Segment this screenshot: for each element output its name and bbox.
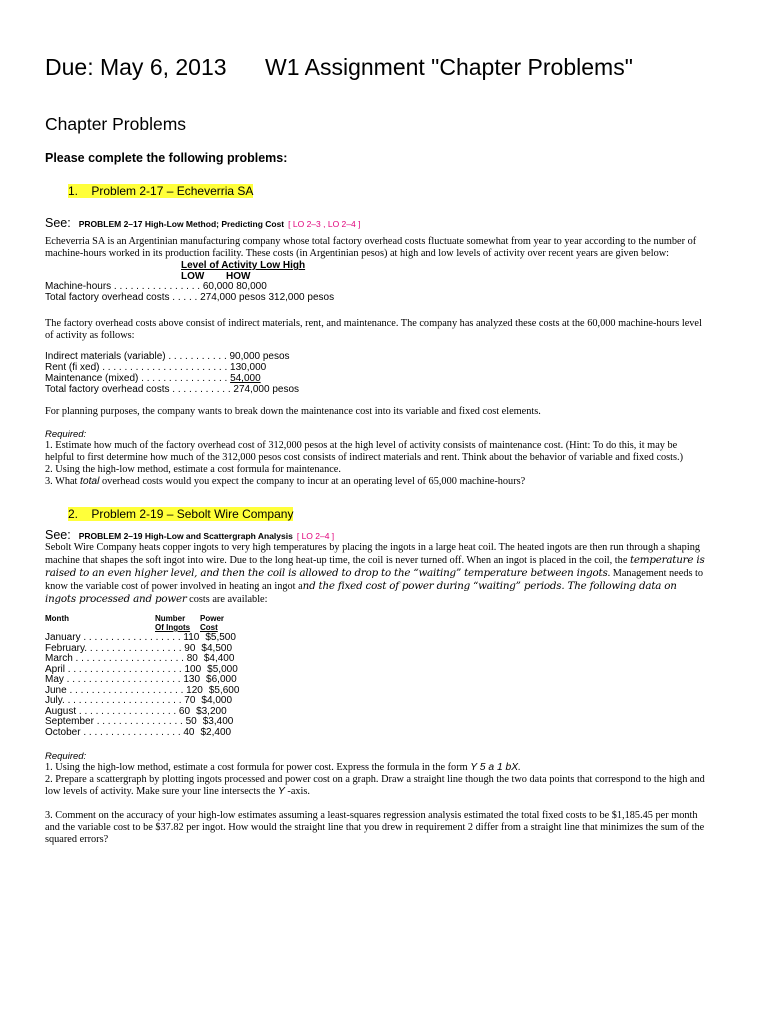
see-title-2: PROBLEM 2–19 High-Low and Scattergraph Analysis: [78, 531, 293, 541]
problem1-required-label: Required:: [45, 429, 87, 440]
indirect-materials-row: Indirect materials (variable) . . . . . . . . . . . 90,000 pesos: [45, 351, 290, 362]
col-number: Number: [155, 614, 186, 623]
col-of-ingots: Of Ingots: [155, 623, 191, 632]
instructions: Please complete the following problems:: [45, 151, 288, 165]
col-how: HOW: [226, 271, 251, 282]
req1-a: 1. Using the high-low method, estimate a cost formula for power cost. Express the formula in the form: [45, 762, 471, 773]
see-label: See:: [45, 216, 71, 230]
intro-e: costs are available:: [186, 594, 268, 605]
intro-d: nd the fixed cost of power during “waiting” periods. The following data on ingots processed and power: [45, 580, 677, 605]
section-title: Chapter Problems: [45, 114, 187, 134]
maintenance-row: [45, 374, 261, 385]
total-overhead-row: Total factory overhead costs . . . . . 274,000 pesos 312,000 pesos: [45, 292, 335, 303]
intro-a: Sebolt Wire Company heats copper ingots to very high temperatures by placing the ingots in a large heat coil. The heated ingots are then run through a shaping machine that shapes the soft ingot into wire. Due to the long heat-up time, the coil is never turned off. When an ingot is placed in the coil, the: [45, 542, 700, 566]
req2-a: 2. Prepare a scattergraph by plotting ingots processed and power cost on a graph. Draw a straight line though the two data points that correspond to the high and low levels of activity. Make sure your line intersects the: [45, 774, 705, 797]
month-cost: $5,500: [205, 632, 236, 643]
problem1-heading: [68, 183, 253, 199]
see-lo-tag-2: [ LO 2–4 ]: [296, 531, 335, 541]
month-label: June . . . . . . . . . . . . . . . . . . . . . 120: [45, 684, 203, 696]
month-label: February. . . . . . . . . . . . . . . . . . 90: [45, 642, 196, 654]
month-label: July. . . . . . . . . . . . . . . . . . . . . . 70: [45, 695, 196, 706]
month-label: January . . . . . . . . . . . . . . . . . . 110: [45, 632, 200, 643]
req3-part-c: overhead costs would you expect the company to incur at an operating level of 65,000 machine-hours?: [99, 476, 526, 487]
month-label: August . . . . . . . . . . . . . . . . . . 60: [45, 705, 191, 717]
req3-part-a: 3. What: [45, 476, 80, 487]
req3-total: total: [79, 476, 100, 487]
intro-b: temperature is raised to an even higher level, and then the coil is allowed to drop to the “waiting” temperature between ingots: [45, 554, 705, 579]
problem1-para2: The factory overhead costs above consist of indirect materials, rent, and maintenance. The company has analyzed these costs at the 60,000 machine-hours level of activity as follows:: [45, 318, 702, 341]
due-date: Due: May 6, 2013: [45, 54, 227, 80]
problem2-intro: [45, 542, 705, 606]
problem2-heading-text: Problem 2-19 – Sebolt Wire Company: [91, 507, 294, 521]
month-label: October . . . . . . . . . . . . . . . . . . 40: [45, 726, 195, 738]
intro-c: . Management needs to know the variable cost of power involved in heating an ingot a: [45, 568, 704, 592]
req1-formula: Y 5 a 1 bX.: [470, 762, 521, 773]
req2-y: Y: [277, 786, 285, 797]
month-row: [45, 728, 231, 739]
see-label-2: See:: [45, 528, 71, 542]
problem2-required-label: Required:: [45, 751, 87, 762]
col-power: Power: [200, 614, 225, 623]
problem1-see-line: [45, 215, 360, 232]
month-label: March . . . . . . . . . . . . . . . . . . . . 80: [45, 653, 198, 664]
problem2-req2: [45, 774, 705, 798]
month-cost: $3,200: [196, 705, 227, 717]
problem1-req2: 2. Using the high-low method, estimate a cost formula for maintenance.: [45, 464, 341, 475]
maintenance-value: 54,000: [230, 373, 261, 384]
month-label: April . . . . . . . . . . . . . . . . . . . . . 100: [45, 663, 202, 675]
maintenance-label: Maintenance (mixed) . . . . . . . . . . . . . . . .: [45, 373, 231, 384]
problem1-heading-num: 1.: [68, 184, 79, 198]
total-costs-row: Total factory overhead costs . . . . . . . . . . . 274,000 pesos: [45, 384, 300, 395]
month-cost: $6,000: [206, 674, 237, 685]
problem2-heading: [68, 506, 293, 522]
month-cost: $5,600: [208, 684, 240, 696]
problem1-heading-text: Problem 2-17 – Echeverria SA: [91, 184, 254, 198]
activity-table-header: Level of Activity Low High: [181, 260, 306, 271]
rent-row: Rent (fi xed) . . . . . . . . . . . . . . . . . . . . . . . 130,000: [45, 362, 267, 373]
month-cost: $2,400: [200, 726, 232, 738]
problem1-req1: 1. Estimate how much of the factory overhead cost of 312,000 pesos at the high level of activity consists of maintenance cost. (Hint: To do this, it may be helpful to first determine how much of the 312,000 pesos cost consists of indirect materials and rent. Think about the behavior of variable and fixed costs.): [45, 440, 684, 463]
machine-hours-row: Machine-hours . . . . . . . . . . . . . . . . 60,000 80,000: [45, 281, 267, 292]
problem1-intro: Echeverria SA is an Argentinian manufacturing company whose total factory overhead costs fluctuate somewhat from year to year according to the number of machine-hours worked in its production facility. These costs (in Argentinian pesos) at high and low levels of activity over recent years are given below:: [45, 236, 697, 259]
problem1-heading-gap: [78, 184, 91, 198]
month-label: September . . . . . . . . . . . . . . . . 50: [45, 716, 197, 727]
problem2-req1: [45, 762, 705, 774]
col-month: Month: [45, 614, 69, 623]
month-cost: $4,400: [203, 653, 235, 664]
col-cost: Cost: [200, 623, 218, 632]
problem1-para3: For planning purposes, the company wants to break down the maintenance cost into its variable and fixed cost elements.: [45, 406, 541, 417]
req2-c: -axis.: [284, 786, 310, 797]
month-cost: $4,500: [201, 642, 233, 654]
see-title: PROBLEM 2–17 High-Low Method; Predicting Cost: [78, 219, 285, 229]
problem2-req3: 3. Comment on the accuracy of your high-low estimates assuming a least-squares regression analysis estimated the total fixed costs to be $1,185.45 per month and the variable cost to be $37.82 per ingot. How would the straight line that you drew in requirement 2 differ from a straight line that minimizes the sum of the squared errors?: [45, 810, 705, 845]
month-cost: $3,400: [202, 716, 234, 727]
col-low: LOW: [181, 271, 205, 282]
problem2-heading-num: 2.: [68, 507, 79, 521]
month-cost: $4,000: [201, 695, 233, 706]
month-cost: $5,000: [207, 663, 238, 675]
problem2-heading-gap: [78, 507, 91, 521]
see-lo-tag: [ LO 2–3 , LO 2–4 ]: [288, 219, 361, 229]
problem1-req3: [45, 476, 705, 488]
month-label: May . . . . . . . . . . . . . . . . . . . . . 130: [45, 674, 201, 685]
assignment-title: W1 Assignment "Chapter Problems": [265, 54, 633, 80]
